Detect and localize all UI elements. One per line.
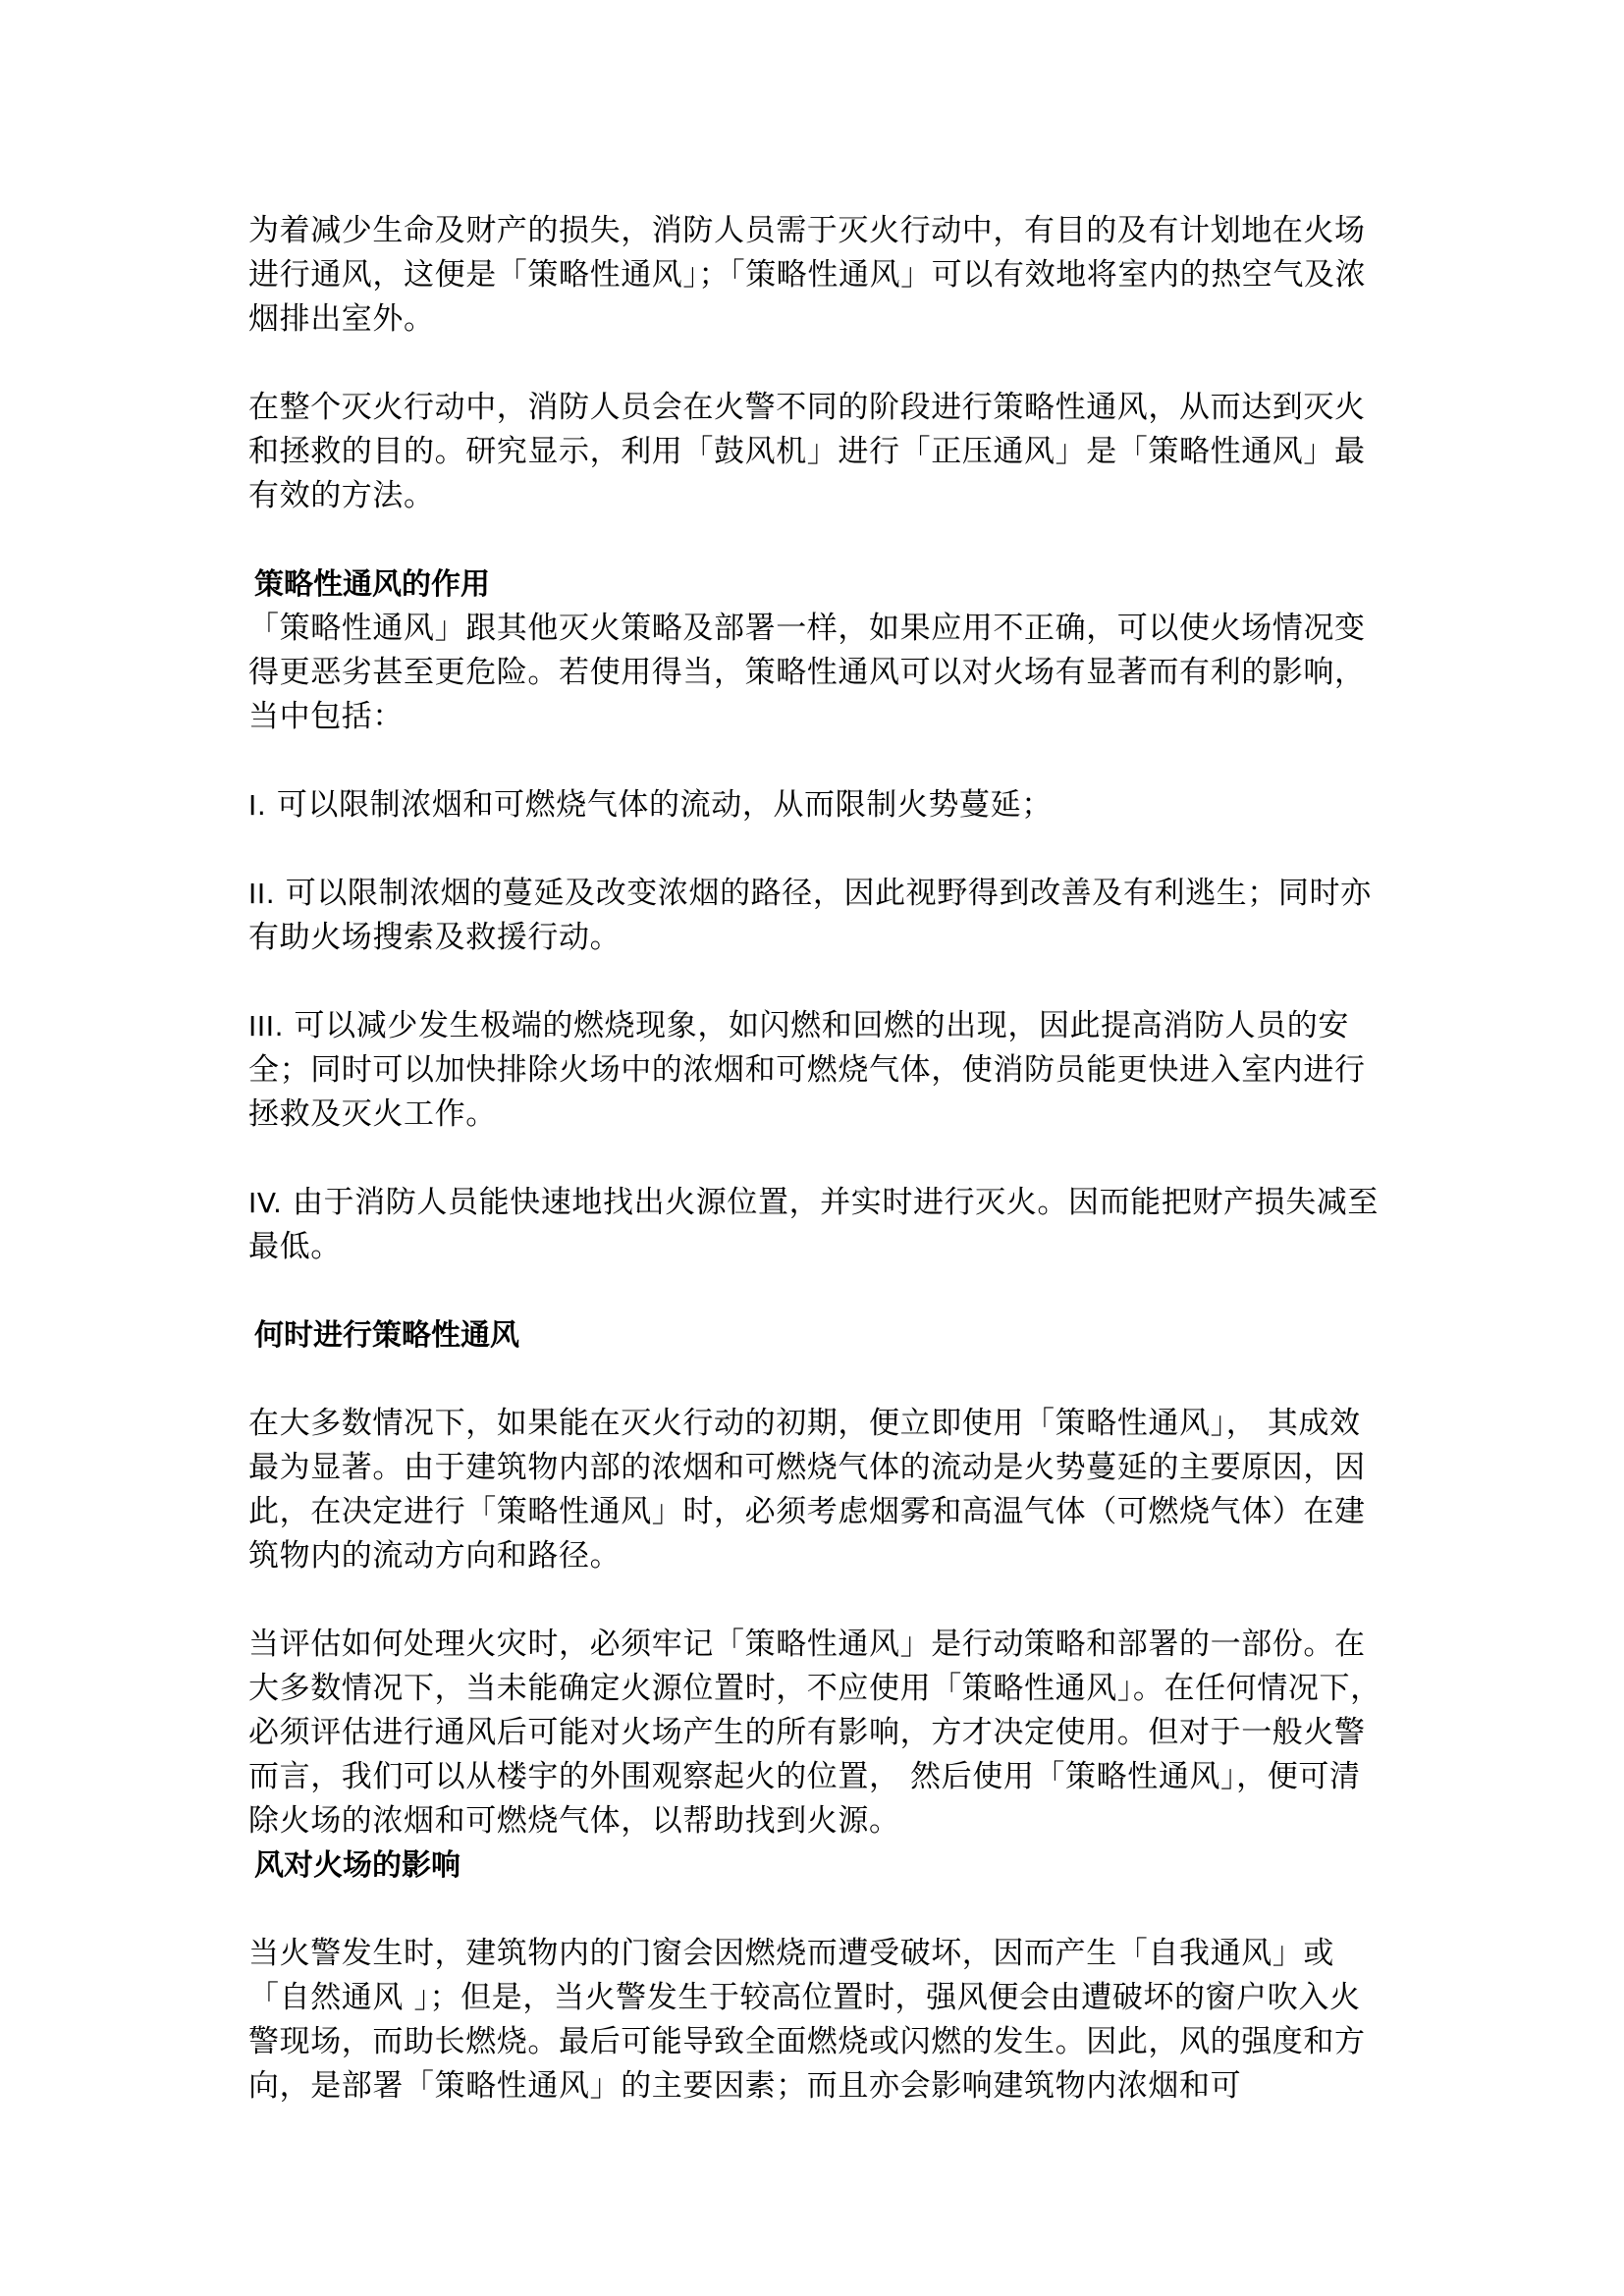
list-item [248,1004,1387,1137]
spacer [248,342,1387,386]
spacer [248,1269,1387,1313]
list-item [248,783,1387,828]
list-item-text: 可以限制浓烟的蔓延及改变浓烟的路径，因此视野得到改善及有利逃生；同时亦有助火场搜索及救援行动。 [248,876,1372,955]
list-item-text: 可以限制浓烟和可燃烧气体的流动，从而限制火势蔓延； [276,787,1053,823]
list-item-number: IV. [248,1187,283,1219]
spacer [248,1888,1387,1932]
wind-paragraph-1: 当火警发生时，建筑物内的门窗会因燃烧而遭受破坏，因而产生「自我通风」或「自然通风 」；但是，当火警发生于较高位置时，强风便会由遭破坏的窗户吹入火警现场，而助长燃烧。最后可能导致全面燃烧或闪燃的发生。因此，风的强度和方向，是部署「策略性通风」的主要因素；而且亦会影响建筑物内浓烟和可 [248,1936,1366,2104]
list-item-number: II. [248,878,276,910]
spacer [248,1358,1387,1402]
list-item-number: III. [248,1010,285,1042]
spacer [248,960,1387,1004]
section-heading-purpose: 策略性通风的作用 [254,567,490,602]
spacer [248,828,1387,872]
intro-paragraph-2: 在整个灭火行动中，消防人员会在火警不同的阶段进行策略性通风，从而达到灭火和拯救的目的。研究显示，利用「鼓风机」进行「正压通风」是「策略性通风」最有效的方法。 [248,390,1366,513]
spacer [248,739,1387,783]
document-page [248,209,1387,2109]
list-item-text: 可以减少发生极端的燃烧现象，如闪燃和回燃的出现，因此提高消防人员的安全；同时可以加快排除火场中的浓烟和可燃烧气体，使消防员能更快进入室内进行拯救及灭火工作。 [248,1008,1366,1132]
list-item-number: I. [248,789,267,822]
section-heading-when: 何时进行策略性通风 [254,1318,519,1353]
when-paragraph-2: 当评估如何处理火灾时，必须牢记「策略性通风」是行动策略和部署的一部份。在大多数情况下，当未能确定火源位置时，不应使用「策略性通风」。在任何情况下，必须评估进行通风后可能对火场产生的所有影响，方才决定使用。但对于一般火警而言，我们可以从楼宇的外围观察起火的位置， 然后使用「策略性通风」，便可清除火场的浓烟和可燃烧气体，以帮助找到火源。 [248,1627,1381,1839]
list-item [248,872,1387,960]
spacer [248,518,1387,562]
when-paragraph-1: 在大多数情况下，如果能在灭火行动的初期，便立即使用「策略性通风」， 其成效最为显著。由于建筑物内部的浓烟和可燃烧气体的流动是火势蔓延的主要原因，因此，在决定进行「策略性通风」时，必须考虑烟雾和高温气体（可燃烧气体）在建筑物内的流动方向和路径。 [248,1406,1366,1574]
purpose-intro-paragraph: 「策略性通风」跟其他灭火策略及部署一样，如果应用不正确，可以使火场情况变得更恶劣甚至更危险。若使用得当，策略性通风可以对火场有显著而有利的影响，当中包括： [248,611,1366,734]
list-item [248,1181,1387,1269]
section-heading-wind: 风对火场的影响 [254,1848,460,1883]
intro-paragraph-1: 为着减少生命及财产的损失，消防人员需于灭火行动中，有目的及有计划地在火场进行通风，这便是「策略性通风」；「策略性通风」可以有效地将室内的热空气及浓烟排出室外。 [248,213,1367,337]
spacer [248,1578,1387,1623]
list-item-text: 由于消防人员能快速地找出火源位置，并实时进行灭火。因而能把财产损失减至最低。 [248,1185,1379,1264]
spacer [248,1137,1387,1181]
